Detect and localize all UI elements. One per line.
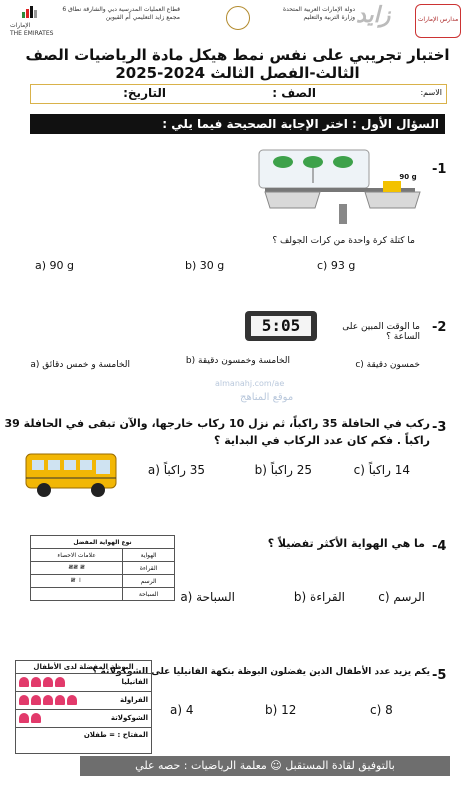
ice-cream-icon bbox=[31, 695, 41, 705]
q2-text: ما الوقت المبين على الساعة ؟ bbox=[342, 322, 420, 342]
school-complex-text: مجمع زايد التعليمي أم القيوين bbox=[105, 14, 180, 21]
q1-number: -1 bbox=[432, 162, 447, 177]
table-title: نوع الهواية المفضل bbox=[31, 536, 175, 549]
table-row bbox=[31, 575, 175, 588]
uae-text: دولة الإمارات العربية المتحدة bbox=[282, 6, 355, 13]
ice-cream-icon bbox=[43, 677, 53, 687]
q2-option-c[interactable]: خمسون دقيقة (c bbox=[355, 360, 420, 370]
ice-cream-icon bbox=[67, 695, 77, 705]
ice-cream-icon bbox=[55, 695, 65, 705]
q1-option-b[interactable]: b) 30 g bbox=[185, 259, 225, 272]
ministry-text: وزارة التربية والتعليم bbox=[303, 14, 355, 21]
eagle-emblem-icon bbox=[226, 6, 250, 30]
school-logo: مدارس الإمارات bbox=[415, 4, 461, 38]
row-name: السباحة bbox=[123, 588, 175, 601]
table-header-tally: علامات الاحصاء bbox=[31, 549, 123, 562]
q3-option-b[interactable]: 25 راكباً (b bbox=[254, 463, 312, 477]
watermark-url: almanahj.com/ae bbox=[215, 379, 285, 388]
row-name: الفراولة bbox=[119, 696, 148, 704]
student-info-box bbox=[30, 84, 447, 104]
q5-option-b[interactable]: b) 12 bbox=[265, 703, 297, 717]
ice-cream-icon bbox=[55, 677, 65, 687]
ice-cream-icon bbox=[19, 713, 29, 723]
q3-option-c[interactable]: 14 راكباً (c bbox=[353, 463, 410, 477]
ice-cream-icon bbox=[19, 677, 29, 687]
page-subtitle: الثالث-الفصل الثالث 2024-2025 bbox=[115, 64, 360, 82]
page-title: اختبار تجريبي على نفس نمط هيكل مادة الرياضيات الصف bbox=[25, 46, 450, 64]
q3-option-a[interactable]: 35 راكباً (a bbox=[147, 463, 205, 477]
q3-text-line1: ركب في الحافلة 35 راكباً، ثم نزل 10 ركاب خارجها، والآن تبقى في الحافلة 39 bbox=[4, 417, 430, 430]
zayed-logo: زايد bbox=[356, 2, 391, 28]
q2-number: -2 bbox=[432, 320, 447, 335]
q4-option-a[interactable]: السباحة (a bbox=[180, 590, 235, 604]
scale-weight-label: 90 g bbox=[399, 173, 417, 181]
class-label: الصف : bbox=[272, 86, 316, 100]
ice-cream-icon bbox=[19, 695, 29, 705]
section-header: السؤال الأول : اختر الإجابة الصحيحة فيما يلي : bbox=[30, 114, 445, 134]
q1-text: ما كتلة كرة واحدة من كرات الجولف ؟ bbox=[272, 236, 415, 246]
footer-banner: بالتوفيق لقادة المستقبل ☺ معلمة الرياضيات : حصه علي bbox=[80, 756, 450, 776]
row-name: الفانيليا bbox=[121, 678, 148, 686]
ice-cream-icon bbox=[31, 713, 41, 723]
row-name: الرسم bbox=[123, 575, 175, 588]
q3-number: -3 bbox=[432, 420, 447, 435]
q4-option-b[interactable]: القراءة (b bbox=[293, 590, 345, 604]
table-header-hobby: الهواية bbox=[123, 549, 175, 562]
table-row bbox=[31, 588, 175, 601]
name-label: الاسم: bbox=[420, 88, 442, 97]
ice-cream-icon bbox=[31, 677, 41, 687]
row-tally bbox=[31, 588, 123, 601]
sector-text: قطاع العمليات المدرسية دبي والشارقة نطاق 6 bbox=[62, 6, 180, 13]
q5-text: يكم يزيد عدد الأطفال الذين يفضلون البوظة بنكهة الفانيليا على الشوكولاتة ؟ bbox=[92, 667, 430, 677]
left-brand-en: THE EMIRATES bbox=[10, 30, 54, 37]
row-name: الشوكولاتة bbox=[110, 714, 148, 722]
header bbox=[0, 0, 475, 40]
digital-clock-icon bbox=[245, 311, 317, 341]
q4-option-c[interactable]: الرسم (c bbox=[378, 590, 425, 604]
q1-option-c[interactable]: c) 93 g bbox=[317, 259, 356, 272]
row-tally: 𝍸 𝍷 bbox=[31, 575, 123, 588]
q5-option-a[interactable]: a) 4 bbox=[170, 703, 194, 717]
pictograph-row bbox=[16, 710, 151, 728]
hobby-tally-table bbox=[30, 535, 175, 601]
row-name: القراءة bbox=[123, 562, 175, 575]
table-row bbox=[31, 562, 175, 575]
q1-option-a[interactable]: a) 90 g bbox=[35, 259, 75, 272]
balance-scale-image bbox=[255, 148, 430, 228]
q5-option-c[interactable]: c) 8 bbox=[370, 703, 393, 717]
q2-option-b[interactable]: الخامسة وخمسون دقيقة (b bbox=[185, 356, 290, 366]
q4-number: -4 bbox=[432, 539, 447, 554]
emirates-logo-icon bbox=[22, 6, 40, 18]
q4-text: ما هي الهواية الأكثر تفضيلاً ؟ bbox=[267, 537, 425, 550]
clock-display: 5:05 bbox=[251, 316, 311, 336]
pictograph-key: المفتاح : = طفلان bbox=[83, 731, 148, 739]
pictograph-row bbox=[16, 692, 151, 710]
pictograph-title: البوظة المفضلة لدى الأطفال bbox=[16, 661, 151, 674]
left-brand: الإمارات bbox=[10, 22, 31, 29]
q5-number: -5 bbox=[432, 668, 447, 683]
row-tally: 𝍸𝍸 𝍸 bbox=[31, 562, 123, 575]
ice-cream-pictograph bbox=[15, 660, 152, 754]
school-bus-image bbox=[22, 448, 122, 500]
q3-text-line2: راكباً . فكم كان عدد الركاب في البداية ؟ bbox=[214, 434, 430, 447]
date-label: التاريخ: bbox=[123, 86, 166, 100]
q2-option-a[interactable]: الخامسة و خمس دقائق (a bbox=[30, 360, 130, 370]
ice-cream-icon bbox=[43, 695, 53, 705]
watermark-brand: موقع المناهج bbox=[240, 392, 294, 403]
pictograph-row bbox=[16, 674, 151, 692]
